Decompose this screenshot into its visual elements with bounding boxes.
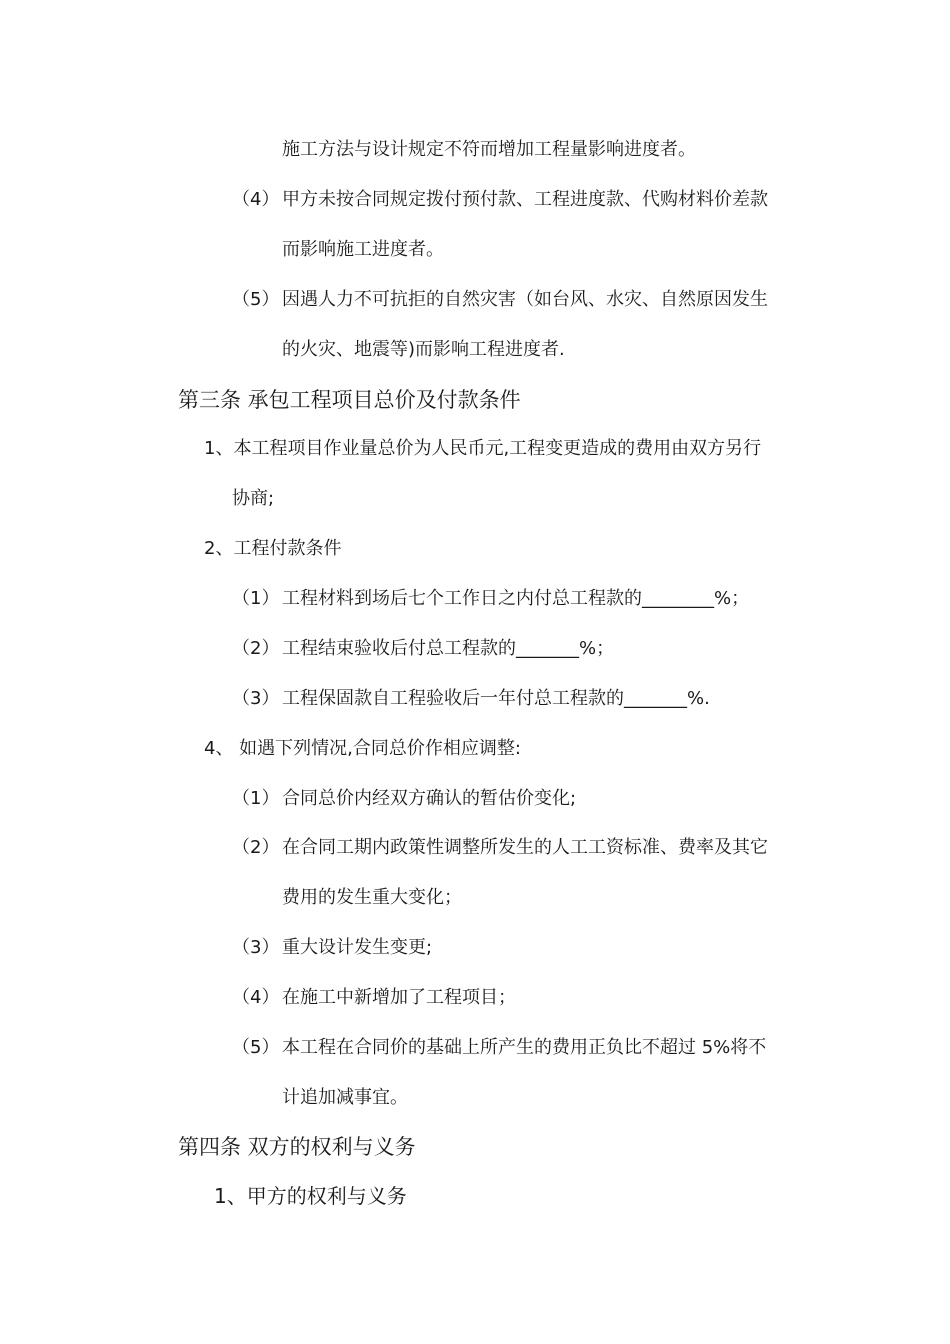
clause-text: 协商;: [232, 488, 275, 509]
section-heading: 第四条 双方的权利与义务: [178, 1135, 416, 1159]
list-item-text: 计追加减事宜。: [282, 1087, 408, 1108]
list-item-text: 工程保固款自工程验收后一年付总工程款的_______%.: [282, 688, 710, 709]
list-item-number: （5）: [232, 1037, 280, 1058]
list-item-text: 工程材料到场后七个工作日之内付总工程款的________%；: [282, 588, 750, 609]
list-item-text: 而影响施工进度者。: [282, 239, 444, 260]
list-item-number: （1）: [232, 788, 280, 809]
list-item-text: 在合同工期内政策性调整所发生的人工工资标准、费率及其它: [282, 837, 768, 858]
clause-title: 2、工程付款条件: [204, 538, 342, 559]
list-item-text: 甲方未按合同规定拨付预付款、工程进度款、代购材料价差款: [282, 189, 768, 210]
section-heading: 第三条 承包工程项目总价及付款条件: [178, 388, 521, 412]
subsection-heading: 1、甲方的权利与义务: [214, 1184, 407, 1208]
list-item-text: 在施工中新增加了工程项目；: [282, 987, 516, 1008]
list-item-text: 合同总价内经双方确认的暂估价变化;: [282, 788, 577, 809]
list-item-text: 重大设计发生变更;: [282, 937, 433, 958]
list-item-number: （1）: [232, 588, 280, 609]
list-item-number: （5）: [232, 289, 280, 310]
list-item-number: （3）: [232, 937, 280, 958]
list-item-number: （2）: [232, 638, 280, 659]
clause-title: 4、 如遇下列情况,合同总价作相应调整:: [204, 738, 521, 759]
list-item-text: 的火灾、地震等)而影响工程进度者.: [282, 339, 565, 360]
list-item-number: （2）: [232, 837, 280, 858]
clause-text: 1、本工程项目作业量总价为人民币元,工程变更造成的费用由双方另行: [204, 438, 762, 459]
list-item-number: （4）: [232, 189, 280, 210]
list-item-text: 工程结束验收后付总工程款的_______%；: [282, 638, 615, 659]
list-item-number: （3）: [232, 688, 280, 709]
list-item-text: 费用的发生重大变化；: [282, 887, 462, 908]
paragraph-line: 施工方法与设计规定不符而增加工程量影响进度者。: [282, 139, 696, 160]
list-item-text: 本工程在合同价的基础上所产生的费用正负比不超过 5%将不: [282, 1037, 767, 1058]
list-item-text: 因遇人力不可抗拒的自然灾害（如台风、水灾、自然原因发生: [282, 289, 768, 310]
list-item-number: （4）: [232, 987, 280, 1008]
